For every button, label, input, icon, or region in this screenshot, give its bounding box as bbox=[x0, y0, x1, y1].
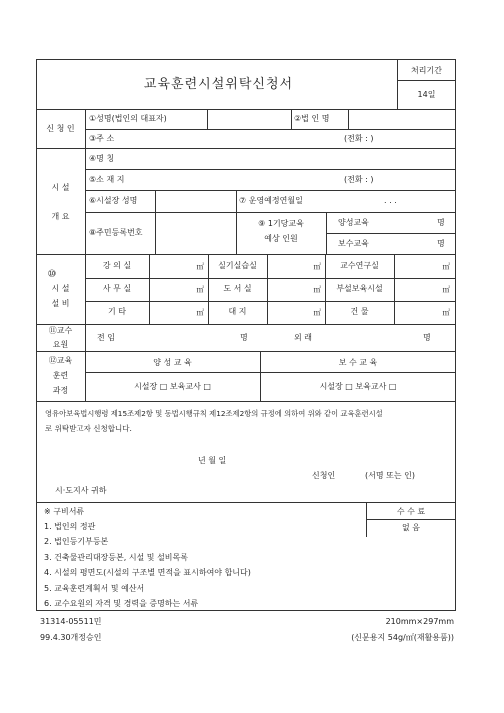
land-unit: ㎡ bbox=[313, 308, 321, 317]
document-item: 3. 건축물관리대장등본, 시설 및 설비목록 bbox=[44, 553, 188, 562]
training-course-label: 양 성 교 육 bbox=[153, 358, 192, 367]
paper-size: 210mm×297mm bbox=[385, 617, 454, 626]
scheduled-date-dots: . . . bbox=[384, 196, 397, 205]
scheduled-date-label: ⑦ 운영예정연월일 bbox=[239, 196, 303, 205]
applicant-address-label: ③주 소 bbox=[89, 134, 115, 143]
supplement-capacity-unit: 명 bbox=[437, 239, 445, 248]
lecture-room-unit: ㎡ bbox=[196, 262, 204, 271]
fee-value: 없 음 bbox=[402, 523, 420, 532]
lecture-room-label: 강 의 실 bbox=[102, 261, 132, 270]
document-item: 1. 법인의 정관 bbox=[44, 522, 96, 531]
training-capacity-label: 양성교육 bbox=[338, 218, 369, 227]
office-label: 사 무 실 bbox=[102, 284, 132, 293]
document-item: 4. 시설의 평면도(시설의 구조별 면적을 표시하여야 합니다) bbox=[44, 568, 251, 577]
statement-line-2: 로 위탁받고자 신청합니다. bbox=[45, 424, 132, 433]
processing-period-label: 처리기간 bbox=[411, 66, 442, 75]
applicant-section-label: 신 청 인 bbox=[46, 124, 75, 133]
director-name-label: ⑥시설장 성명 bbox=[89, 196, 138, 205]
parttime-unit: 명 bbox=[423, 333, 431, 342]
supplement-course-label: 보 수 교 육 bbox=[338, 358, 378, 367]
training-course-options[interactable]: 시설장 □ 보육교사 □ bbox=[134, 382, 211, 391]
capacity-label-2: 예상 인원 bbox=[264, 234, 298, 243]
library-label: 도 서 실 bbox=[223, 284, 252, 293]
practice-room-unit: ㎡ bbox=[313, 262, 321, 271]
facility-section-label-1: 시 설 bbox=[51, 183, 70, 192]
resident-number-label: ⑧주민등록번호 bbox=[89, 228, 143, 237]
corp-name-label: ②법 인 명 bbox=[294, 114, 330, 123]
recipient-label: 시·도지사 귀하 bbox=[55, 486, 107, 495]
document-item: 2. 법인등기부등본 bbox=[44, 537, 109, 546]
parttime-label: 외 래 bbox=[294, 333, 312, 342]
supplement-capacity-label: 보수교육 bbox=[338, 239, 369, 248]
course-section-label-3: 과정 bbox=[52, 386, 69, 395]
processing-period-value: 14일 bbox=[417, 90, 436, 99]
other-label: 기 타 bbox=[108, 307, 126, 316]
building-unit: ㎡ bbox=[442, 308, 450, 317]
form-title: 교육훈련시설위탁신청서 bbox=[143, 77, 294, 92]
research-room-unit: ㎡ bbox=[442, 262, 450, 271]
approval-note: 99.4.30개정승인 bbox=[40, 633, 102, 642]
fulltime-unit: 명 bbox=[240, 333, 248, 342]
equipment-section-label-2: 설 비 bbox=[51, 299, 70, 308]
statement-date: 년 월 일 bbox=[198, 456, 227, 465]
other-unit: ㎡ bbox=[196, 308, 204, 317]
facility-location-label: ⑤소 재 지 bbox=[89, 175, 125, 184]
paper-type: (신문용지 54g/㎡(재활용품)) bbox=[351, 633, 454, 642]
course-section-label-1: ⑫교육 bbox=[48, 356, 73, 365]
facility-section-label-2: 개 요 bbox=[51, 212, 70, 221]
header-bottom bbox=[36, 109, 456, 110]
research-room-label: 교수연구실 bbox=[340, 261, 379, 270]
supplement-course-options[interactable]: 시설장 □ 보육교사 □ bbox=[319, 382, 397, 391]
capacity-label-1: ⑨ 1기당교육 bbox=[258, 219, 304, 228]
documents-header: ※ 구비서류 bbox=[44, 507, 85, 516]
office-unit: ㎡ bbox=[196, 285, 204, 294]
affiliated-facility-unit: ㎡ bbox=[442, 285, 450, 294]
fulltime-label: 전 임 bbox=[97, 333, 115, 342]
facility-phone-label: (전화 : ) bbox=[344, 175, 374, 184]
equipment-section-label-1: 시 설 bbox=[51, 284, 70, 293]
building-label: 건 물 bbox=[350, 307, 369, 316]
practice-room-label: 실기실습실 bbox=[218, 261, 257, 270]
signature-note: (서명 또는 인) bbox=[365, 471, 415, 480]
faculty-section-label-2: 요원 bbox=[52, 340, 69, 349]
fee-label: 수 수 료 bbox=[396, 507, 426, 516]
faculty-section-label-1: ⑪교수 bbox=[48, 326, 73, 335]
facility-name-label: ④명 칭 bbox=[89, 154, 115, 163]
equipment-section-num: ⑩ bbox=[47, 269, 57, 280]
statement-line-1: 영유아보육법시행령 제15조제2항 및 동법시행규칙 제12조제2항의 규정에 의하여 위와 같이 교육훈련시설 bbox=[45, 409, 383, 418]
library-unit: ㎡ bbox=[313, 285, 321, 294]
applicant-name-label: ①성명(법인의 대표자) bbox=[89, 114, 167, 123]
training-capacity-unit: 명 bbox=[437, 218, 445, 227]
applicant-signature-label: 신청인 bbox=[312, 471, 336, 480]
document-item: 5. 교육훈련계획서 및 예산서 bbox=[44, 584, 145, 593]
land-label: 대 지 bbox=[228, 307, 247, 316]
applicant-phone-label: (전화 : ) bbox=[344, 134, 374, 143]
form-number: 31314-05511민 bbox=[40, 617, 102, 626]
affiliated-facility-label: 부설보육시설 bbox=[336, 284, 383, 293]
document-item: 6. 교수요원의 자격 및 경력을 증명하는 서류 bbox=[44, 599, 199, 608]
course-section-label-2: 훈련 bbox=[52, 371, 69, 380]
